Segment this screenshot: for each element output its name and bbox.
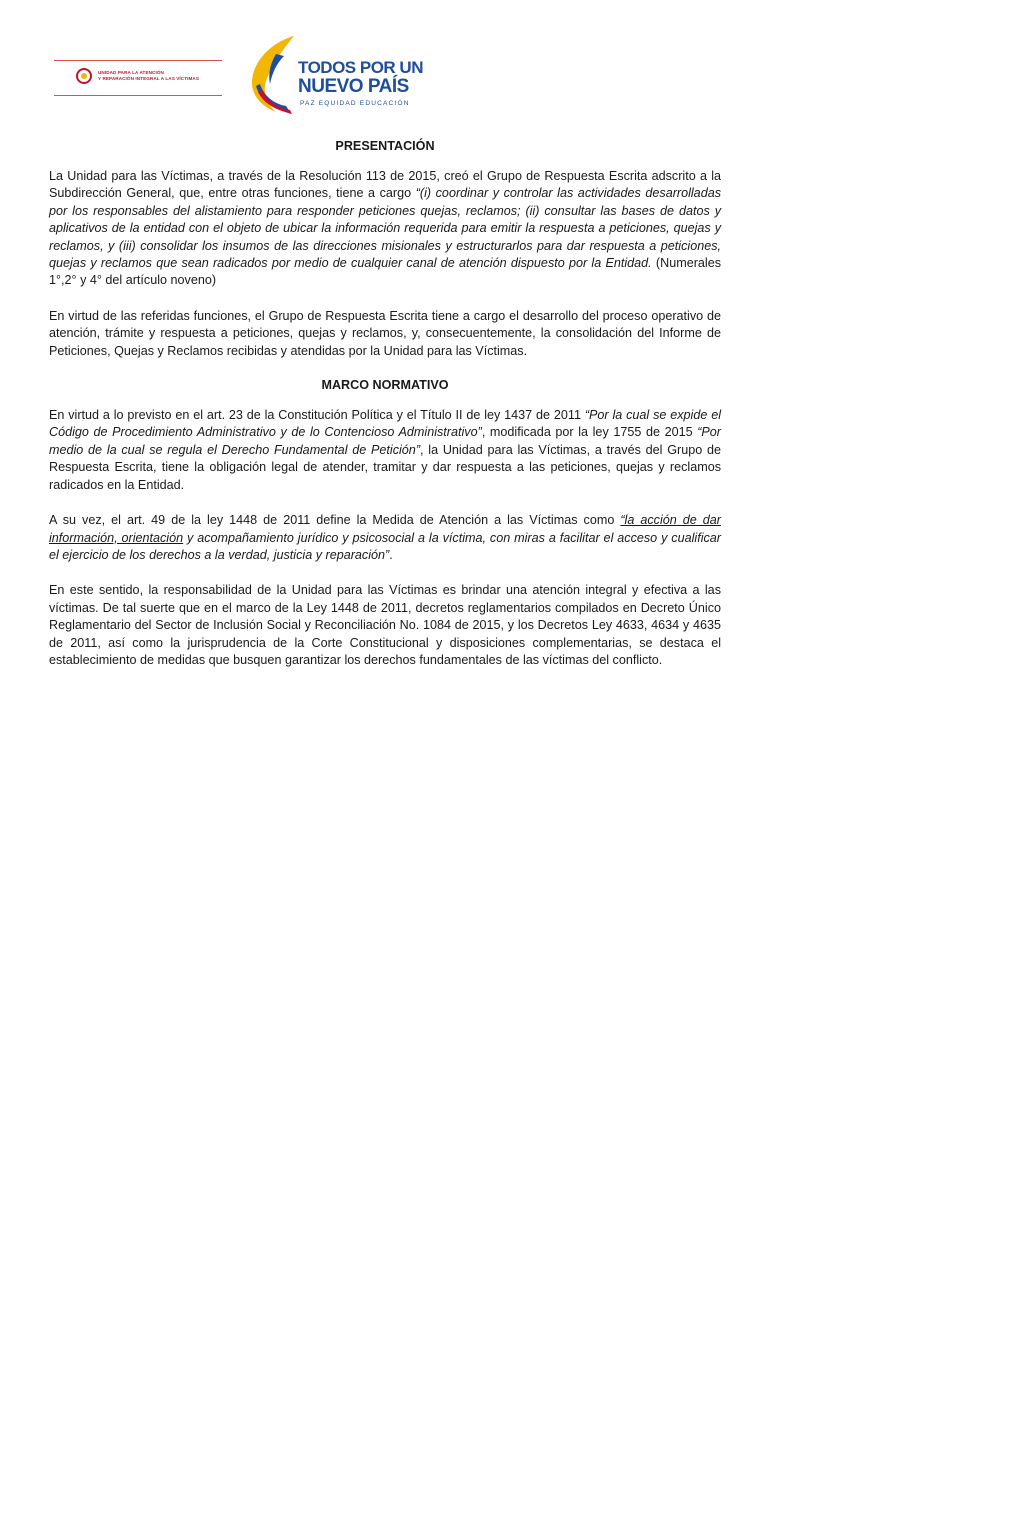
paragraph-marco-2 <box>49 512 721 564</box>
section-title-presentacion: PRESENTACIÓN <box>335 139 435 153</box>
document-body <box>49 139 721 687</box>
swoosh-icon <box>246 34 306 114</box>
unit-logo <box>54 60 222 96</box>
paragraph-marco-1 <box>49 407 721 494</box>
quoted-functions: “(i) coordinar y controlar las actividades desarrolladas por los responsables del alistamiento para responder peticiones quejas, reclamos; (ii) consultar las bases de datos y aplicativos de la entidad con el objeto de ubicar la información requerida para emitir la respuesta a peticiones, quejas y reclamos, y (iii) consolidar los insumos de las direcciones misionales y estructurarlos para dar respuesta a peticiones, quejas y reclamos que sean radicados por medio de cualquier canal de atención dispuesto por la Entidad. <box>49 186 721 271</box>
text-run: La Unidad para las Víctimas, a través de la Resolución 113 de 2015, creó el Grupo de Respuesta Escrita adscrito a la Subdirección General, que, entre otras funciones, tiene a cargo <box>49 169 721 201</box>
slogan-line1: TODOS POR UN <box>298 58 423 77</box>
text-run: (Numerales 1°,2° y 4° del artículo noveno) <box>49 256 721 288</box>
paragraph-marco-3: En este sentido, la responsabilidad de la Unidad para las Víctimas es brindar una atención integral y efectiva a las víctimas. De tal suerte que en el marco de la Ley 1448 de 2011, decretos reglamentarios compilados en Decreto Único Reglamentario del Sector de Inclusión Social y Reconciliación No. 1084 de 2015, y los Decretos Ley 4633, 4634 y 4635 de 2011, así como la jurisprudencia de la Corte Constitucional y disposiciones complementarias, se destaca el establecimiento de medidas que busquen garantizar los derechos fundamentales de las víctimas del conflicto. <box>49 583 721 667</box>
text-run: , modificada por la ley 1755 de 2015 <box>481 425 698 440</box>
underlined-quote: “la acción de dar información, orientación <box>49 513 721 545</box>
unit-name <box>98 70 199 81</box>
text-run: En virtud a lo previsto en el art. 23 de la Constitución Política y el Título II de ley 1437 de 2011 <box>49 408 585 423</box>
text-run: . <box>389 547 393 562</box>
text-run: , la Unidad para las Víctimas, a través del Grupo de Respuesta Escrita, tiene la obligación legal de atender, tramitar y dar respuesta a las peticiones, quejas y reclamos radicados en la Entidad. <box>49 442 721 492</box>
slogan-line2: NUEVO PAÍS <box>298 76 409 97</box>
slogan-line3: PAZ EQUIDAD EDUCACIÓN <box>300 100 410 107</box>
unit-name-line1: UNIDAD PARA LA ATENCIÓN <box>98 70 164 75</box>
section-title-marco-normativo: MARCO NORMATIVO <box>321 378 449 393</box>
paragraph-presentacion-1 <box>49 168 721 290</box>
government-logo <box>246 34 426 114</box>
law-title-quote: “Por la cual se expide el Código de Procedimiento Administrativo y de lo Contencioso Administrativo” <box>49 408 721 440</box>
coat-of-arms-icon <box>76 68 92 84</box>
unit-name-line2: Y REPARACIÓN INTEGRAL A LAS VÍCTIMAS <box>98 75 200 81</box>
text-run: A su vez, el art. 49 de la ley 1448 de 2011 define la Medida de Atención a las Víctimas como <box>49 513 621 528</box>
italic-quote: y acompañamiento jurídico y psicosocial a la víctima, con miras a facilitar el acceso y cualificar el ejercicio de los derechos a la verdad, justicia y reparación” <box>49 530 721 562</box>
paragraph-presentacion-2: En virtud de las referidas funciones, el Grupo de Respuesta Escrita tiene a cargo el desarrollo del proceso operativo de atención, trámite y respuesta a peticiones, quejas y reclamos, y, consecuentemente, la consolidación del Informe de Peticiones, Quejas y Reclamos recibidas y atendidas por la Unidad para las Víctimas. <box>49 308 721 358</box>
law-title-quote: “Por medio de la cual se regula el Derecho Fundamental de Petición” <box>49 425 721 457</box>
